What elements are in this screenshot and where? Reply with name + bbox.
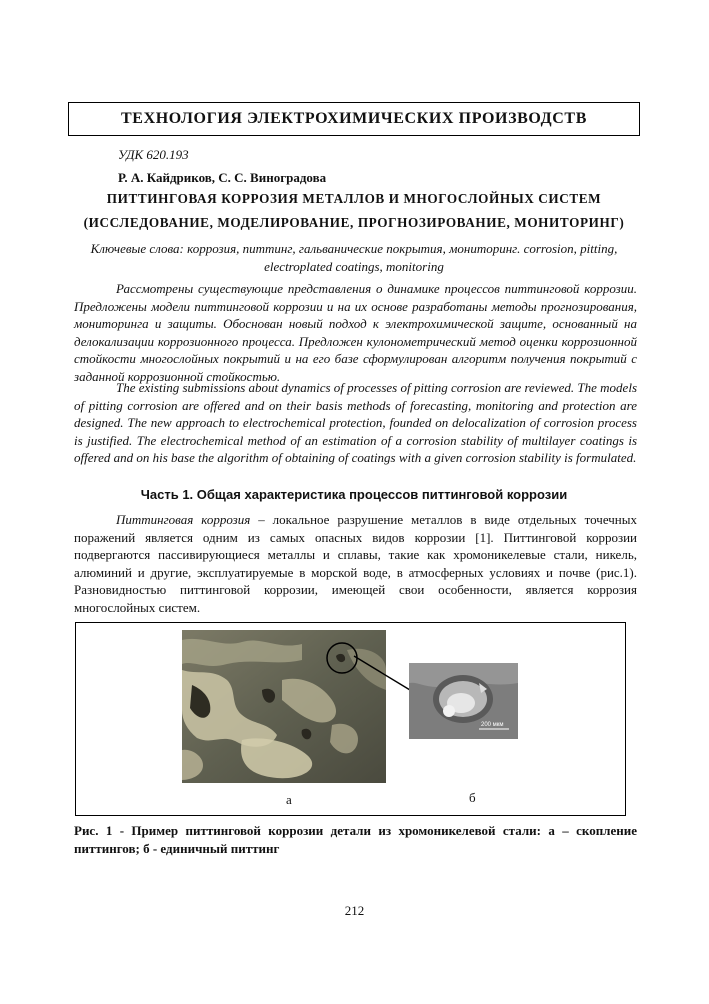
abstract-russian bbox=[74, 280, 637, 385]
keywords: Ключевые слова: коррозия, питтинг, гальванические покрытия, мониторинг. corrosion, pitting, electroplated coatings, monitoring bbox=[90, 241, 618, 274]
authors: Р. А. Кайдриков, С. С. Виноградова bbox=[118, 170, 327, 185]
body-text: – локальное разрушение металлов в виде отдельных точечных поражений является одним из самых опасных видов коррозии [1]. Питтинговой коррозии подвергаются пассивирующиеся металлы и сплавы, такие как хромоникелевые стали, никель, алюминий и другие, эксплуатируемые в морской воде, в атмосферных условиях и почве (рис.1). Разновидностью питтинговой коррозии, имеющей свои особенности, является коррозия многослойных систем. bbox=[74, 512, 637, 615]
article-title-line2: (ИССЛЕДОВАНИЕ, МОДЕЛИРОВАНИЕ, ПРОГНОЗИРОВАНИЕ, МОНИТОРИНГ) bbox=[83, 215, 625, 230]
journal-section-title: ТЕХНОЛОГИЯ ЭЛЕКТРОХИМИЧЕСКИХ ПРОИЗВОДСТВ bbox=[121, 110, 587, 127]
body-term: Питтинговая коррозия bbox=[116, 512, 251, 527]
connector-arrow bbox=[350, 650, 415, 695]
article-title-line1: ПИТТИНГОВАЯ КОРРОЗИЯ МЕТАЛЛОВ И МНОГОСЛОЙНЫХ СИСТЕМ bbox=[106, 191, 602, 206]
figure-photo-b bbox=[409, 663, 518, 739]
abstract-russian-text: Рассмотрены существующие представления о динамике процессов питтинговой коррозии. Предложены модели питтинговой коррозии и на их основе разработаны методы прогнозирования, мониторинга и защиты. Обоснован новый подход к электрохимической защите, основанный на делокализации коррозионного процесса. Предложен кулонометрический метод оценки коррозионной стойкости многослойных покрытий и на его базе сформулирован алгоритм получения покрытий с заданной коррозионной стойкостью. bbox=[74, 281, 637, 384]
figure-caption: Рис. 1 - Пример питтинговой коррозии детали из хромоникелевой стали: а – скопление питтингов; б - единичный питтинг bbox=[74, 823, 637, 856]
journal-section-header bbox=[68, 102, 640, 136]
body-paragraph-text bbox=[74, 511, 637, 616]
scale-bar-label: 200 мкм bbox=[481, 722, 504, 728]
single-pit-image bbox=[409, 663, 518, 739]
figure-label-a: а bbox=[286, 792, 292, 807]
section-heading: Часть 1. Общая характеристика процессов питтинговой коррозии bbox=[140, 487, 568, 502]
abstract-english bbox=[74, 379, 637, 467]
abstract-english-text: The existing submissions about dynamics of processes of pitting corrosion are reviewed. The models of pitting corrosion are offered and on their basis methods of forecasting, monitoring and protection are designed. The new approach to electrochemical protection, founded on delocalization of corrosion process is justified. The electrochemical method of an estimation of a corrosion stability of multilayer coatings is offered and on his base the algorithm of obtaining of coatings with a given corrosion stability is formulated. bbox=[74, 380, 637, 465]
udk-code: УДК 620.193 bbox=[118, 147, 189, 162]
figure-label-b: б bbox=[469, 790, 476, 805]
body-paragraph bbox=[74, 511, 637, 616]
page-number: 212 bbox=[344, 903, 365, 918]
